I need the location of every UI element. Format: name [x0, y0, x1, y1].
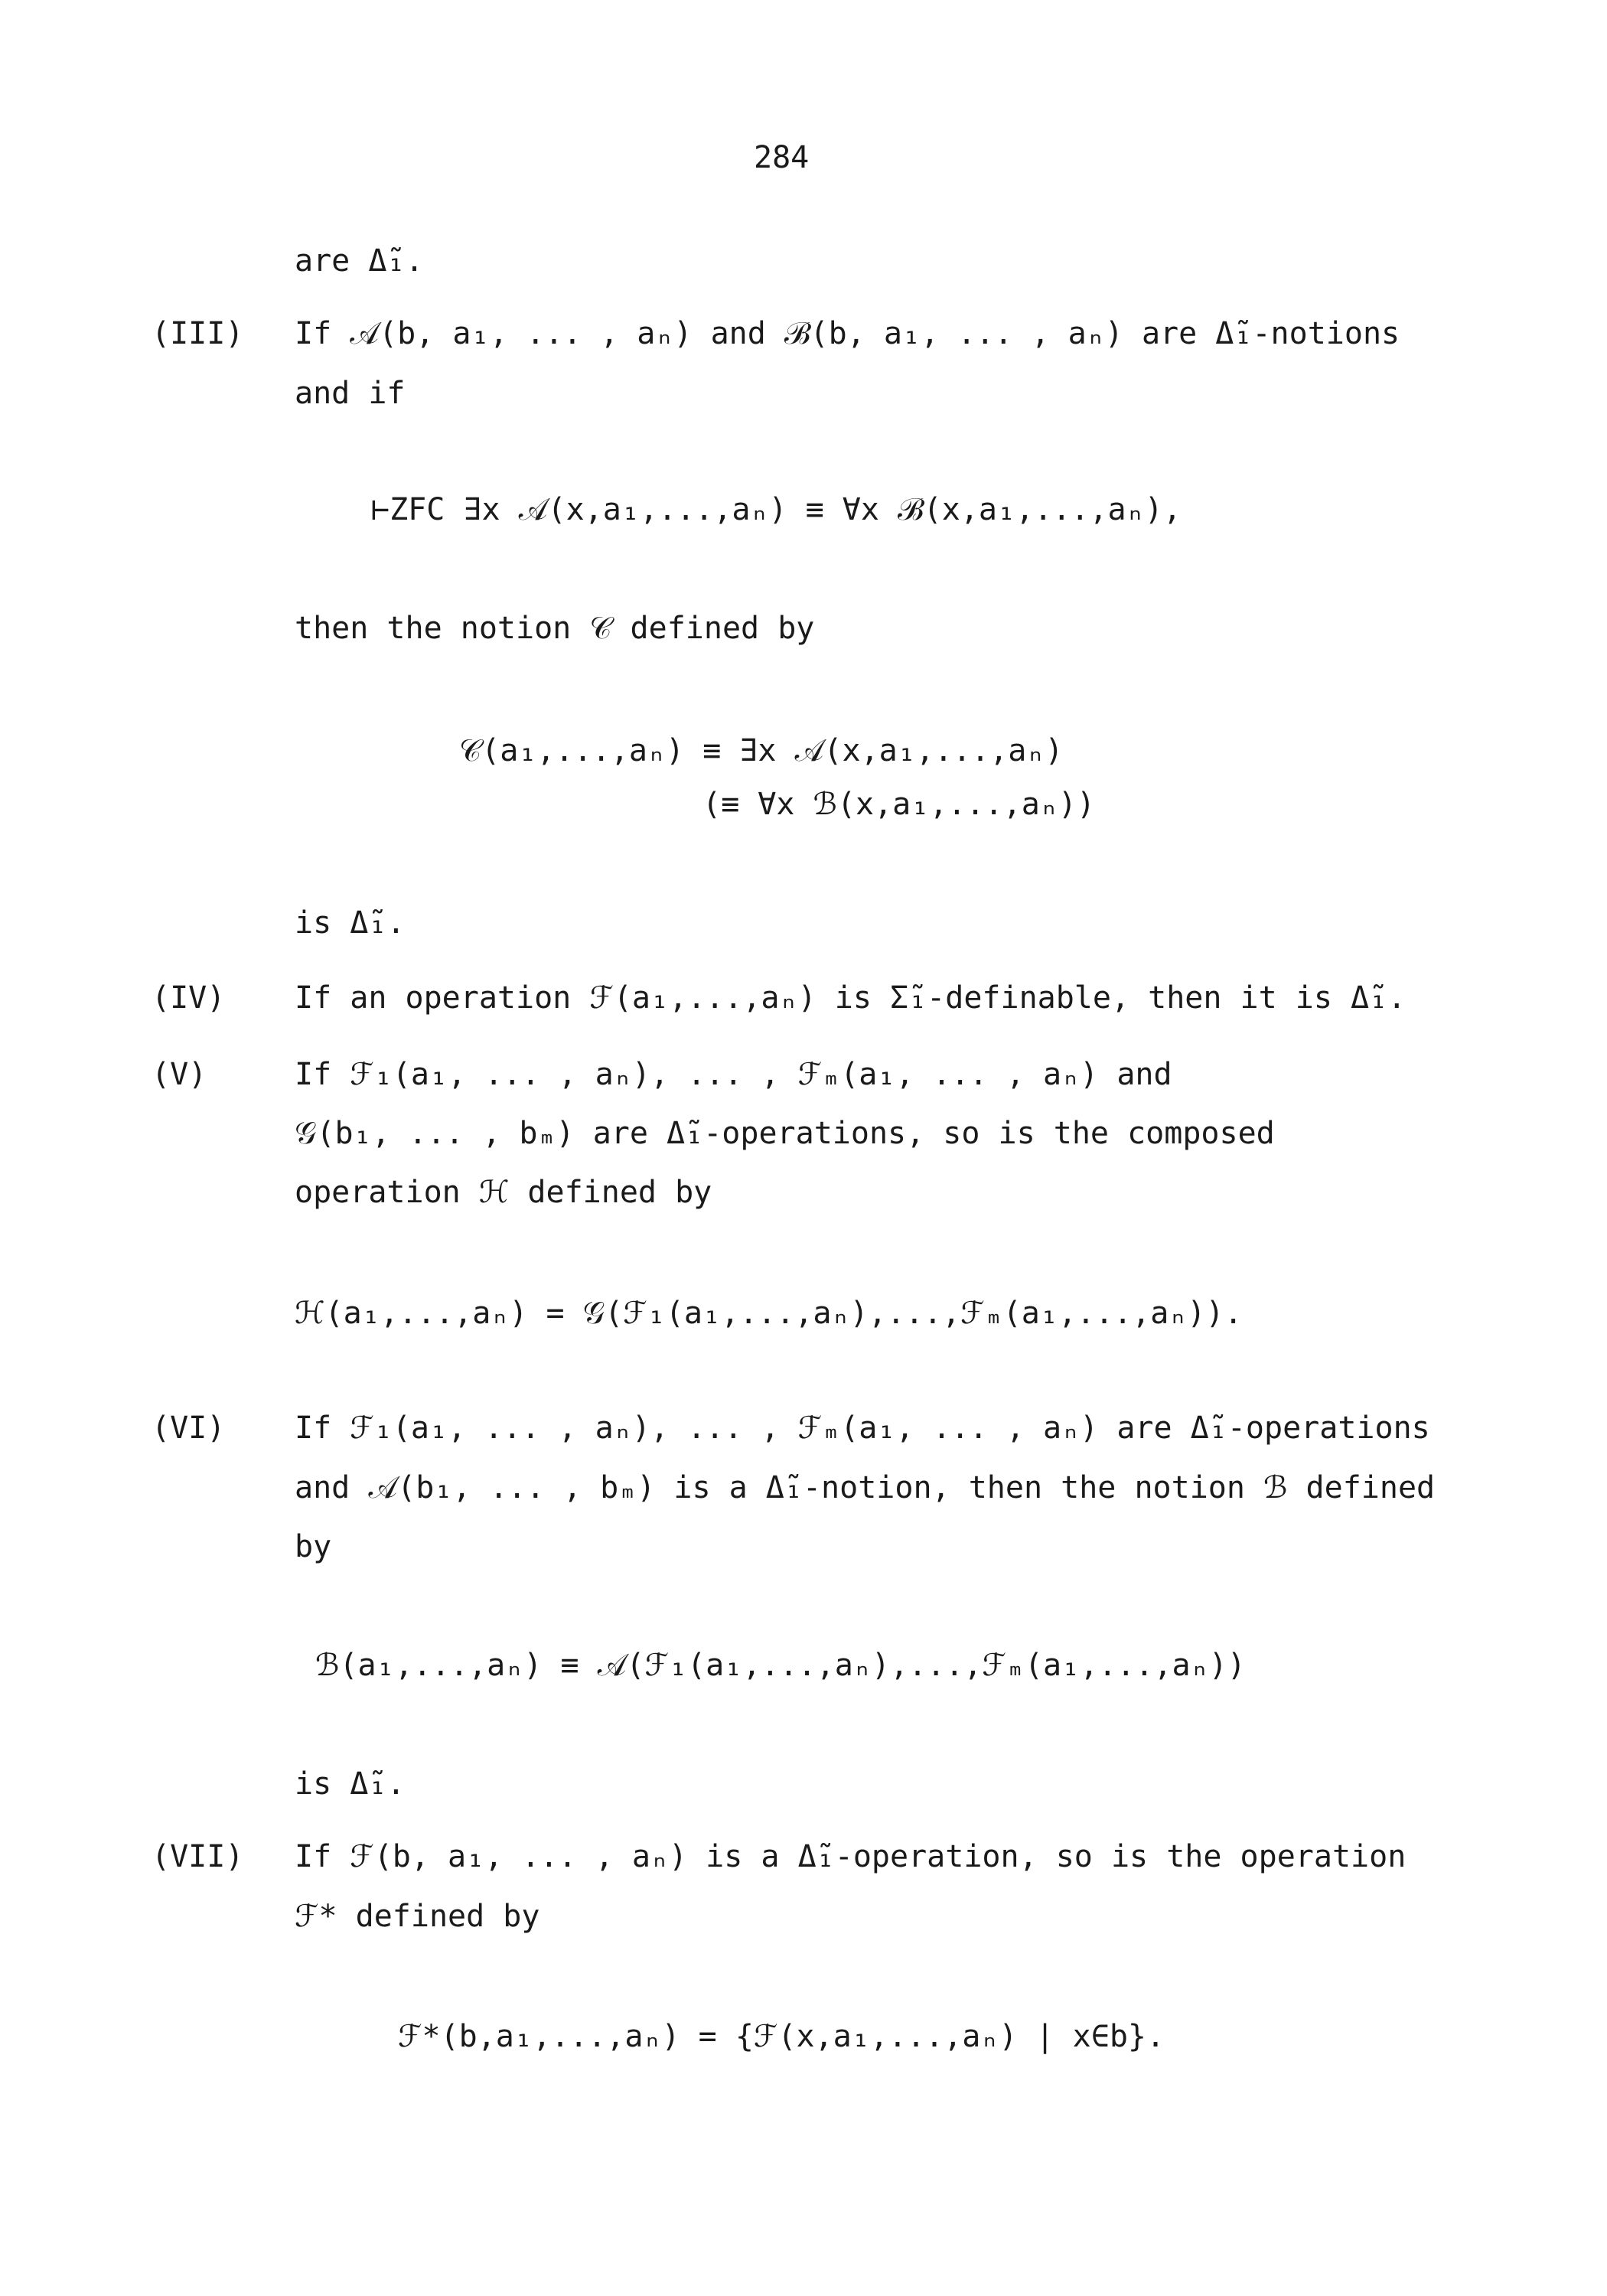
clause-iii-line-3: then the notion 𝒞 defined by: [295, 611, 815, 646]
clause-label-vi: (VI): [152, 1411, 226, 1446]
clause-v-line-3: operation ℋ defined by: [295, 1175, 712, 1210]
clause-iii-line-1: If 𝒜(b, a₁, ... , aₙ) and ℬ(b, a₁, ... , aₙ) are Δ̃₁-notions: [295, 316, 1400, 351]
clause-vi-conclusion: is Δ̃₁.: [295, 1766, 406, 1802]
clause-iii-conclusion: is Δ̃₁.: [295, 905, 406, 941]
clause-iii-formula-equivalence: ⊢ZFC ∃x 𝒜(x,a₁,...,aₙ) ≡ ∀x ℬ(x,a₁,...,aₙ),: [371, 492, 1182, 527]
clause-vii-line-2: ℱ* defined by: [295, 1899, 540, 1934]
clause-vii-formula: ℱ*(b,a₁,...,aₙ) = {ℱ(x,a₁,...,aₙ) | x∈b}.: [398, 2019, 1165, 2054]
clause-vi-line-2: and 𝒜(b₁, ... , bₘ) is a Δ̃₁-notion, then the notion ℬ defined: [295, 1470, 1436, 1505]
clause-iii-line-2: and if: [295, 376, 406, 411]
clause-v-formula: ℋ(a₁,...,aₙ) = 𝒢(ℱ₁(a₁,...,aₙ),...,ℱₘ(a₁,...,aₙ)).: [295, 1296, 1243, 1331]
clause-vi-line-3: by: [295, 1529, 332, 1564]
clause-vii-line-1: If ℱ(b, a₁, ... , aₙ) is a Δ̃₁-operation, so is the operation: [295, 1839, 1407, 1874]
clause-iii-formula-alternative: (≡ ∀x ℬ(x,a₁,...,aₙ)): [702, 787, 1096, 822]
clause-v-line-1: If ℱ₁(a₁, ... , aₙ), ... , ℱₘ(a₁, ... , aₙ) and: [295, 1057, 1172, 1092]
clause-vi-formula: ℬ(a₁,...,aₙ) ≡ 𝒜(ℱ₁(a₁,...,aₙ),...,ℱₘ(a₁,...,aₙ)): [315, 1648, 1246, 1683]
clause-label-vii: (VII): [152, 1839, 244, 1874]
clause-vi-line-1: If ℱ₁(a₁, ... , aₙ), ... , ℱₘ(a₁, ... , aₙ) are Δ̃₁-operations: [295, 1411, 1430, 1446]
clause-label-iv: (IV): [152, 980, 226, 1016]
continuation-line: are Δ̃₁.: [295, 243, 424, 279]
clause-v-line-2: 𝒢(b₁, ... , bₘ) are Δ̃₁-operations, so is the composed: [295, 1116, 1275, 1151]
clause-label-v: (V): [152, 1057, 207, 1092]
clause-iv-text: If an operation ℱ(a₁,...,aₙ) is Σ̃₁-definable, then it is Δ̃₁.: [295, 980, 1407, 1016]
page-number: 284: [754, 140, 810, 175]
clause-label-iii: (III): [152, 316, 244, 351]
clause-iii-formula-definition: 𝒞(a₁,...,aₙ) ≡ ∃x 𝒜(x,a₁,...,aₙ): [459, 733, 1064, 768]
